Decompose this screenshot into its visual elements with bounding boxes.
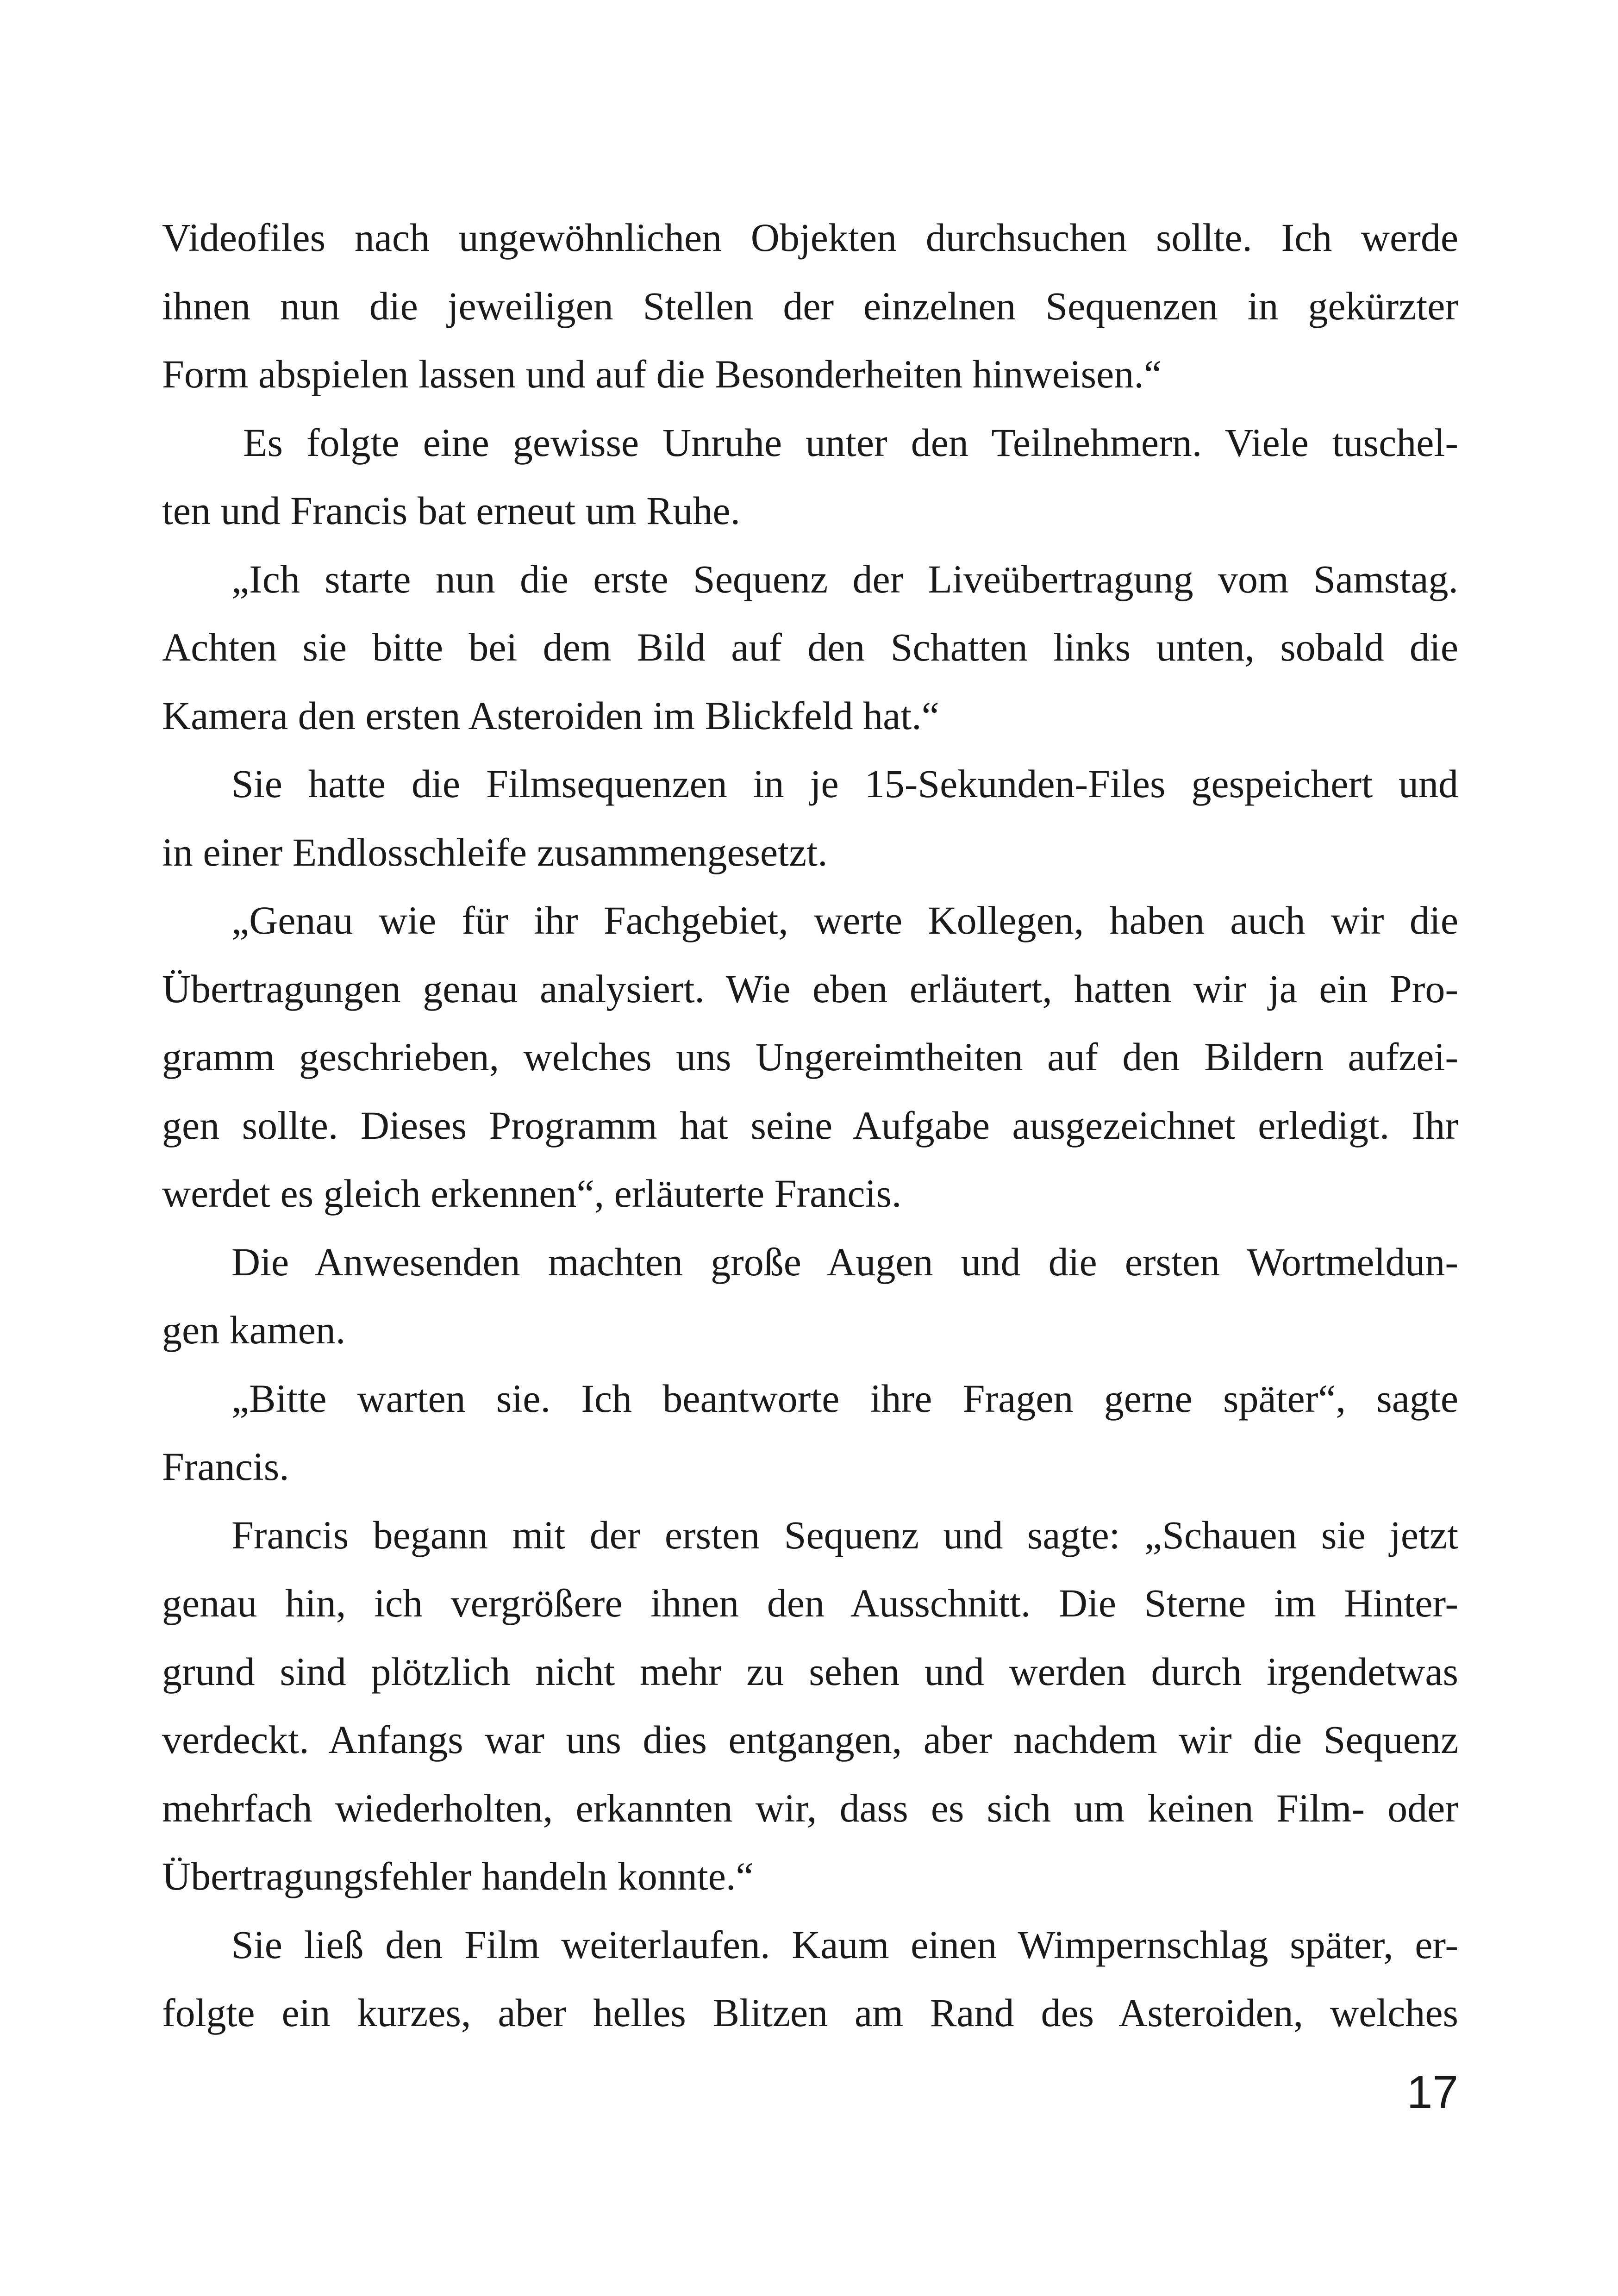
text-line: Es folgte eine gewisse Unruhe unter den Teilnehmern. Viele tuschel-: [243, 420, 1458, 465]
text-line: Francis.: [162, 1444, 289, 1489]
text-line: Übertragungen genau analysiert. Wie eben erläutert, hatten wir ja ein Pro-: [162, 966, 1458, 1011]
text-line: Videofiles nach ungewöhnlichen Objekten durchsuchen sollte. Ich werde: [162, 215, 1458, 260]
text-line: genau hin, ich vergrößere ihnen den Ausschnitt. Die Sterne im Hinter-: [162, 1581, 1458, 1625]
text-line: grund sind plötzlich nicht mehr zu sehen und werden durch irgendetwas: [162, 1649, 1458, 1694]
text-line: „Bitte warten sie. Ich beantworte ihre Fragen gerne später“, sagte: [231, 1376, 1458, 1421]
text-line: in einer Endlosschleife zusammengesetzt.: [162, 830, 828, 874]
text-line: Die Anwesenden machten große Augen und die ersten Wortmeldun-: [231, 1239, 1458, 1284]
text-line: Übertragungsfehler handeln konnte.“: [162, 1854, 754, 1898]
text-line: mehrfach wiederholten, erkannten wir, dass es sich um keinen Film- oder: [162, 1785, 1458, 1830]
text-line: folgte ein kurzes, aber helles Blitzen am Rand des Asteroiden, welches: [162, 1990, 1458, 2035]
text-line: „Ich starte nun die erste Sequenz der Liveübertragung vom Samstag.: [231, 556, 1458, 601]
page-number: 17: [1406, 2066, 1458, 2118]
text-line: Achten sie bitte bei dem Bild auf den Schatten links unten, sobald die: [162, 625, 1458, 669]
text-line: „Genau wie für ihr Fachgebiet, werte Kollegen, haben auch wir die: [231, 898, 1458, 942]
text-line: gen sollte. Dieses Programm hat seine Aufgabe ausgezeichnet erledigt. Ihr: [162, 1103, 1458, 1148]
text-line: Sie ließ den Film weiterlaufen. Kaum einen Wimpernschlag später, er-: [231, 1922, 1458, 1967]
text-line: gramm geschrieben, welches uns Ungereimtheiten auf den Bildern aufzei-: [162, 1035, 1458, 1079]
body-text: [162, 204, 1458, 2047]
text-line: Form abspielen lassen und auf die Besonderheiten hinweisen.“: [162, 352, 1162, 396]
text-line: verdeckt. Anfangs war uns dies entgangen, aber nachdem wir die Sequenz: [162, 1717, 1458, 1762]
text-line: ihnen nun die jeweiligen Stellen der einzelnen Sequenzen in gekürzter: [162, 283, 1458, 328]
text-line: Sie hatte die Filmsequenzen in je 15-Sekunden-Files gespeichert und: [231, 761, 1458, 806]
text-line: Francis begann mit der ersten Sequenz und sagte: „Schauen sie jetzt: [231, 1512, 1458, 1557]
text-line: Kamera den ersten Asteroiden im Blickfeld hat.“: [162, 693, 939, 738]
text-line: werdet es gleich erkennen“, erläuterte Francis.: [162, 1171, 902, 1216]
text-line: ten und Francis bat erneut um Ruhe.: [162, 488, 741, 533]
text-line: gen kamen.: [162, 1308, 346, 1352]
